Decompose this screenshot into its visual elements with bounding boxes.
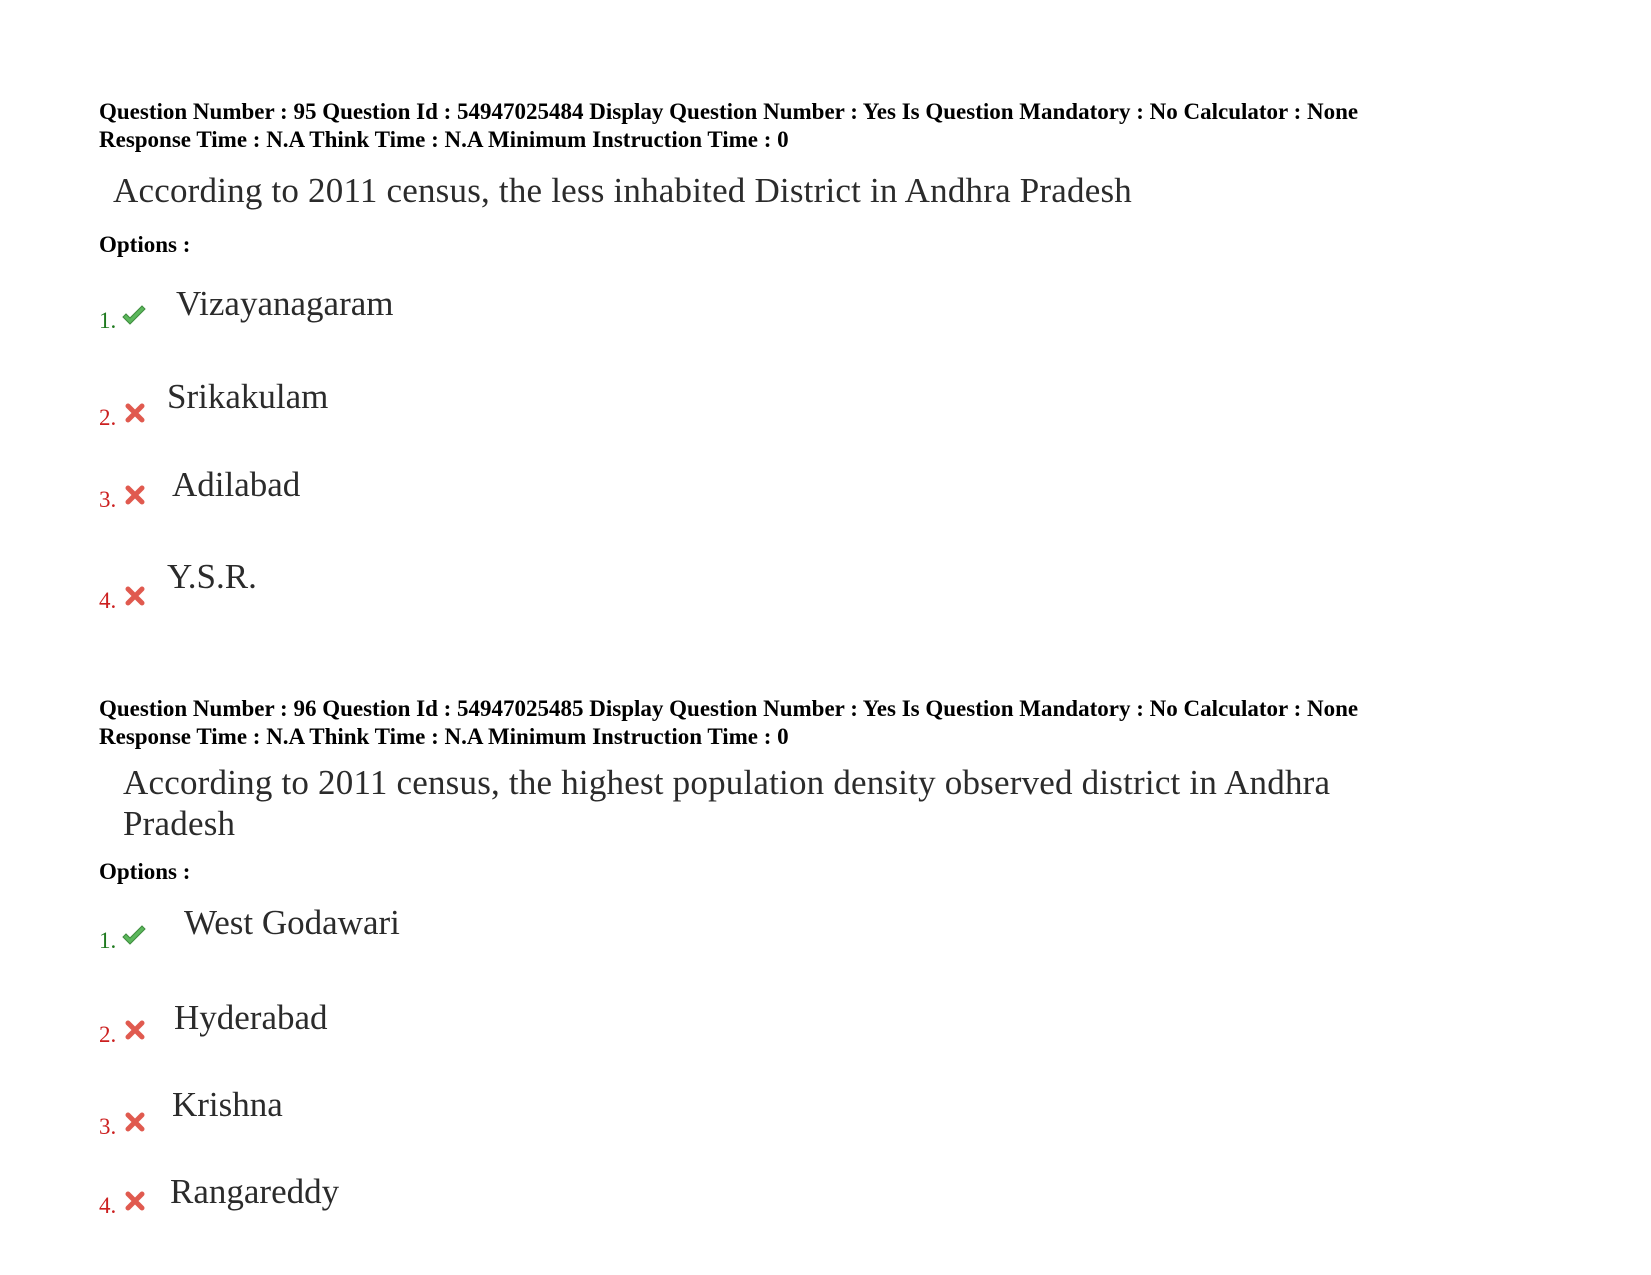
question-meta-line1: Question Number : 95 Question Id : 54947025484 Display Question Number : Yes Is Question Mandatory : No Calculator : None xyxy=(99,99,1359,124)
question-text-line2: Pradesh xyxy=(123,804,236,843)
question-text: According to 2011 census, the less inhabited District in Andhra Pradesh xyxy=(113,171,1132,210)
option-number: 4. xyxy=(99,1193,117,1218)
option-text: Srikakulam xyxy=(167,377,329,416)
check-icon xyxy=(121,925,147,947)
option-number: 2. xyxy=(99,1022,117,1047)
options-label: Options : xyxy=(99,232,191,257)
cross-icon xyxy=(124,585,150,607)
question-text-line1: According to 2011 census, the highest population density observed district in Andhra xyxy=(123,763,1331,802)
option-number: 2. xyxy=(99,405,117,430)
option-text: Adilabad xyxy=(172,465,301,504)
cross-icon xyxy=(124,402,150,424)
option-number: 1. xyxy=(99,928,117,953)
options-label: Options : xyxy=(99,859,191,884)
option-text: Y.S.R. xyxy=(167,557,257,596)
question-meta-line2: Response Time : N.A Think Time : N.A Minimum Instruction Time : 0 xyxy=(99,724,789,749)
cross-icon xyxy=(124,1190,150,1212)
check-icon xyxy=(121,305,147,327)
option-text: Hyderabad xyxy=(174,998,328,1037)
option-text: West Godawari xyxy=(184,903,400,942)
option-text: Vizayanagaram xyxy=(176,284,394,323)
option-number: 4. xyxy=(99,588,117,613)
option-number: 3. xyxy=(99,1114,117,1139)
cross-icon xyxy=(124,484,150,506)
question-meta-line2: Response Time : N.A Think Time : N.A Minimum Instruction Time : 0 xyxy=(99,127,789,152)
cross-icon xyxy=(124,1019,150,1041)
option-number: 3. xyxy=(99,487,117,512)
cross-icon xyxy=(124,1111,150,1133)
option-text: Rangareddy xyxy=(170,1172,340,1211)
option-text: Krishna xyxy=(172,1085,283,1124)
question-meta-line1: Question Number : 96 Question Id : 54947025485 Display Question Number : Yes Is Question Mandatory : No Calculator : None xyxy=(99,696,1359,721)
option-number: 1. xyxy=(99,308,117,333)
